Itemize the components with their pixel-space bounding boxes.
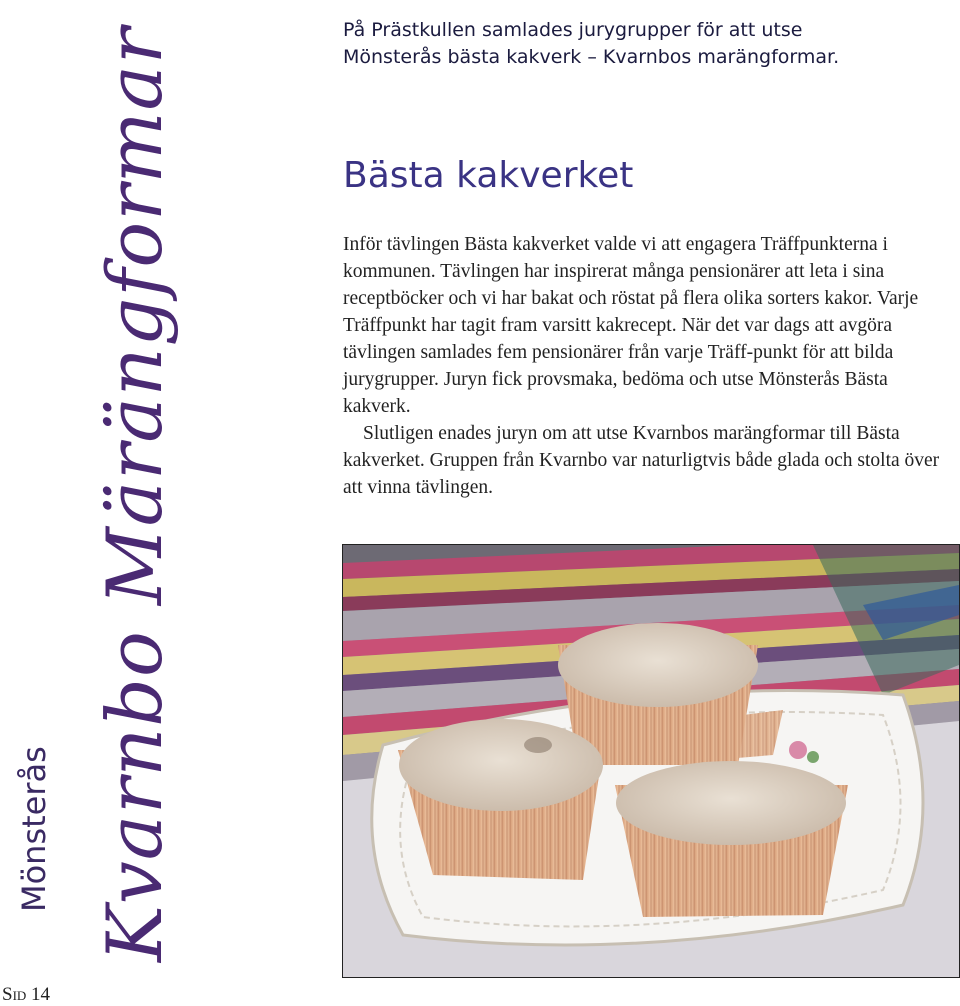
- side-page-title: Kvarnbo Märängformar: [90, 26, 179, 962]
- cupcake-photo: [342, 544, 960, 978]
- intro-line: Mönsterås bästa kakverk – Kvarnbos marängformar.: [343, 46, 840, 68]
- intro-text: [343, 17, 943, 71]
- article-paragraph: Slutligen enades juryn om att utse Kvarnbos marängformar till Bästa kakverket. Gruppen från Kvarnbo var naturligtvis både glada och stolta över att vinna tävlingen.: [343, 423, 940, 498]
- cupcake: [398, 719, 603, 880]
- article-body: [343, 231, 955, 501]
- article-paragraph: Inför tävlingen Bästa kakverket valde vi att engagera Träffpunkterna i kommunen. Tävlingen har inspirerat många pensionärer att leta i sina receptböcker och vi har bakat och röstat på flera olika sorters kakor. Varje Träffpunkt har tagit fram varsitt kakrecept. När det var dags att avgöra tävlingen samlades fem pensionärer från varje Träff-punkt för att bilda jurygrupper. Juryn fick provsmaka, bedöma och utse Mönsterås Bästa kakverk.: [343, 234, 919, 417]
- article-heading: Bästa kakverket: [343, 155, 634, 196]
- cupcake-illustration: [343, 545, 959, 977]
- side-town-label: Mönsterås: [15, 746, 53, 912]
- page-number: Sid 14: [2, 984, 51, 1005]
- cupcake: [615, 761, 848, 917]
- intro-line: På Prästkullen samlades jurygrupper för att utse: [343, 19, 803, 41]
